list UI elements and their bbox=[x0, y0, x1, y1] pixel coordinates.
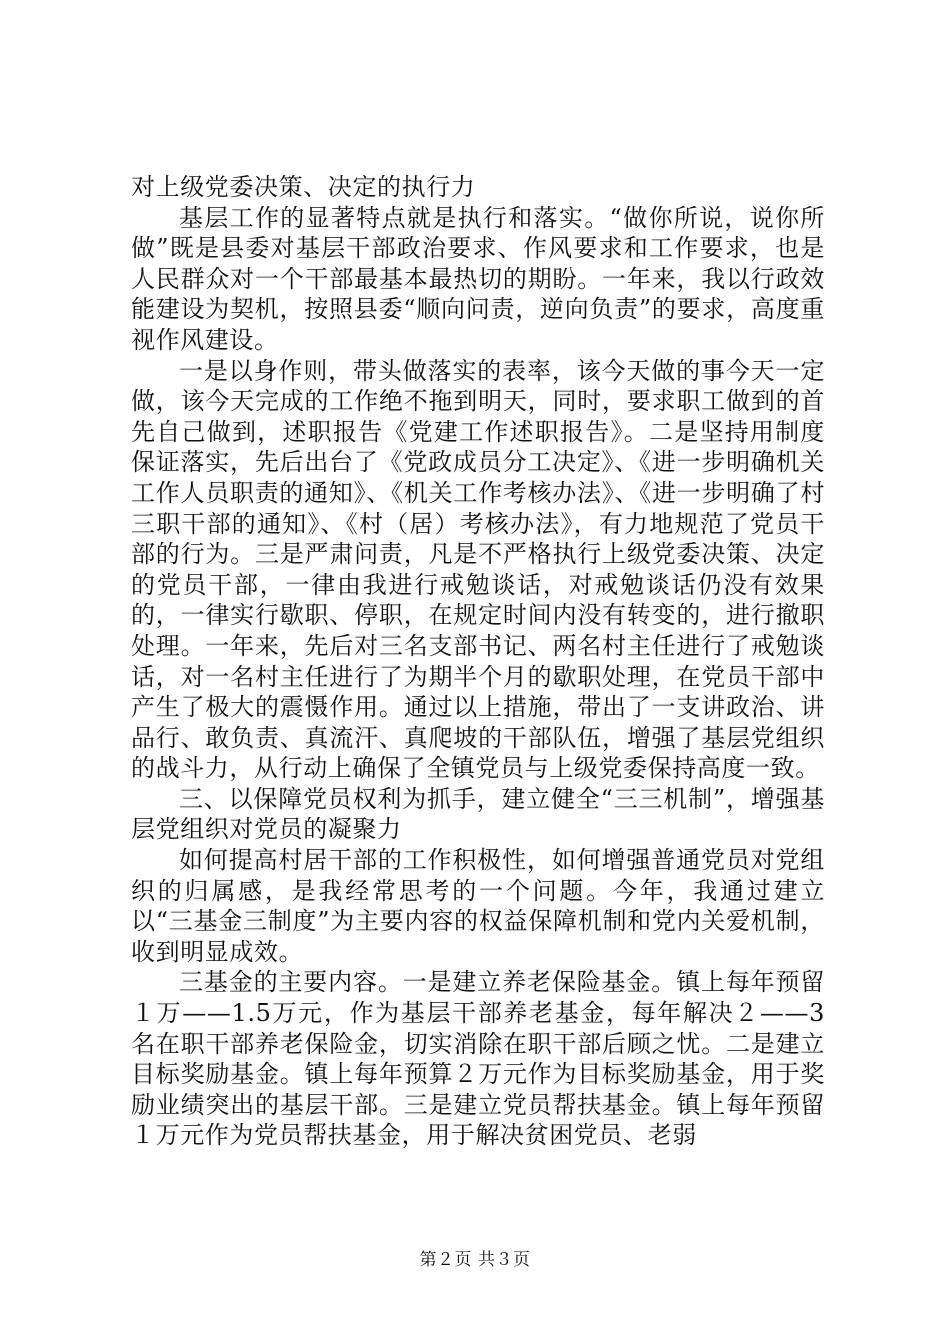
paragraph-execution-intro: 基层工作的显著特点就是执行和落实。“做你所说，说你所做”既是县委对基层干部政治要求、作风要求和工作要求，也是人民群众对一个干部最基本最热切的期盼。一年来，我以行政效能建设为契机，按照县委“顺向问责，逆向负责”的要求，高度重视作风建设。 bbox=[131, 203, 825, 354]
document-body bbox=[131, 172, 825, 1151]
section-heading-three: 三、以保障党员权利为抓手，建立健全“三三机制”，增强基层党组织对党员的凝聚力 bbox=[131, 784, 825, 844]
paragraph-cohesion-intro: 如何提高村居干部的工作积极性，如何增强普通党员对党组织的归属感，是我经常思考的一个问题。今年，我通过建立以“三基金三制度”为主要内容的权益保障机制和党内关爱机制，收到明显成效。 bbox=[131, 846, 825, 966]
paragraph-heading-continuation: 对上级党委决策、决定的执行力 bbox=[131, 173, 476, 201]
page-number-footer: 第２页 共３页 bbox=[419, 1250, 531, 1270]
paragraph-measures: 一是以身作则，带头做落实的表率，该今天做的事今天一定做，该今天完成的工作绝不拖到明天，同时，要求职工做到的首先自己做到，述职报告《党建工作述职报告》。二是坚持用制度保证落实，先后出台了《党政成员分工决定》、《进一步明确机关工作人员职责的通知》、《机关工作考核办法》、《进一步明确了村三职干部的通知》、《村（居）考核办法》，有力地规范了党员干部的行为。三是严肃问责，凡是不严格执行上级党委决策、决定的党员干部，一律由我进行戒勉谈话，对戒勉谈话仍没有效果的，一律实行歇职、停职，在规定时间内没有转变的，进行撤职处理。一年来，先后对三名支部书记、两名村主任进行了戒勉谈话，对一名村主任进行了为期半个月的歇职处理，在党员干部中产生了极大的震慑作用。通过以上措施，带出了一支讲政治、讲品行、敢负责、真流汗、真爬坡的干部队伍，增强了基层党组织的战斗力，从行动上确保了全镇党员与上级党委保持高度一致。 bbox=[131, 356, 825, 783]
paragraph-three-funds: 三基金的主要内容。一是建立养老保险基金。镇上每年预留１万——1.5万元，作为基层干部养老基金，每年解决２——3名在职干部养老保险金，切实消除在职干部后顾之忧。二是建立目标奖励基金。镇上每年预算２万元作为目标奖励基金，用于奖励业绩突出的基层干部。三是建立党员帮扶基金。镇上每年预留１万元作为党员帮扶基金，用于解决贫困党员、老弱 bbox=[131, 968, 825, 1150]
